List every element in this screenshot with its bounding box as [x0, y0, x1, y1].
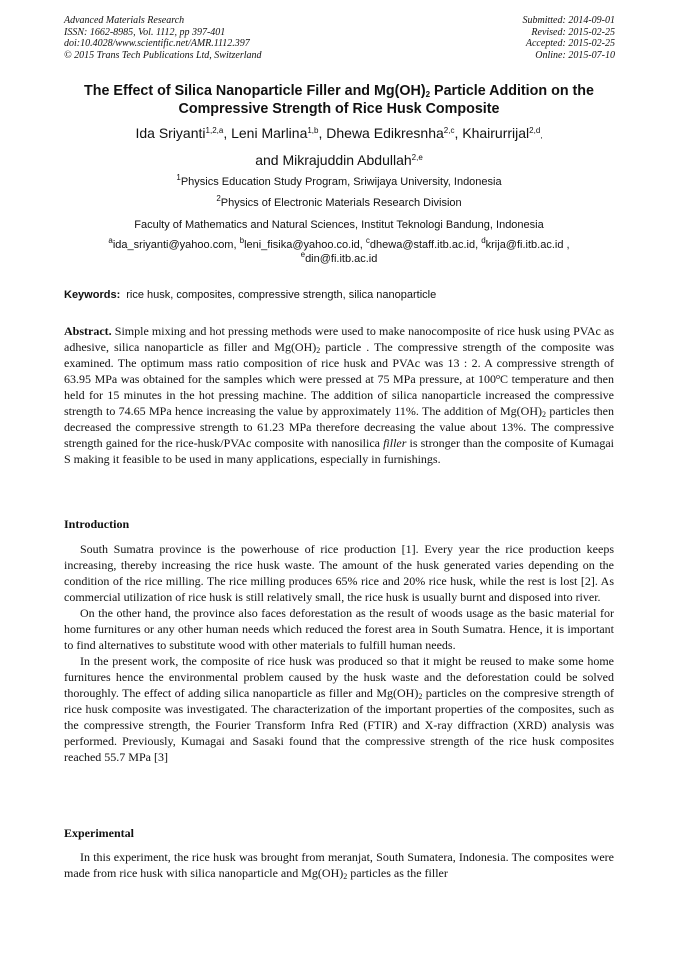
affiliation-3: Faculty of Mathematics and Natural Sciences, Institut Teknologi Bandung, Indonesia	[134, 219, 544, 231]
introduction-body	[64, 541, 614, 765]
email[interactable]: $^a$ida_sriyanti@yahoo.com	[108, 236, 234, 251]
author: Ida Sriyanti$^{1,2,a}$,	[135, 125, 232, 141]
email[interactable]: $^d$krija@fi.itb.ac.id	[481, 236, 564, 251]
author-list	[30, 121, 648, 173]
paragraph: South Sumatra province is the powerhouse of rice production [1]. Every year the rice production keeps increasing, thereby increasing the rice husk waste. The amount of the husk generated varies depending on the condition of the rice milling. The rice milling produces 65% rice and 20% rice husk, while the rest is lost [2]. As commercial utilization of rice husk is still relatively small, the rice husk is usually burnt and disposed into river.	[64, 542, 614, 604]
abstract: Abstract. Simple mixing and hot pressing methods were used to make nanocomposite of rice husk using PVAc as adhesive, silica nanoparticle as filler and $Mg(OH)_2$ particle . The compressive strength of the composite was examined. The optimum mass ratio composition of rice husk and PVAc was 13 : 2. A compressive strength of 63.95 MPa was obtained for the samples which were pressed at 75 MPa pressure, at 100$^o$C temperature and then held for 15 minutes in the hot pressing machine. The addition of silica nanoparticle increased the compressive strength to 74.65 MPa hence increasing the value by approximately 11%. The addition of $Mg(OH)_2$ particles then decreased the compressive strength to 61.23 MPa therefore decreasing the value about 13%. The compressive strength gained for the rice-husk/PVAc composite with nanosilica filler is stronger than the composite of Kumagai S making it feasible to be used in many applications, especially in furnishings.	[64, 324, 615, 466]
email[interactable]: $^e$din@fi.itb.ac.id	[300, 250, 378, 265]
paragraph: In this experiment, the rice husk was brought from meranjat, South Sumatera, Indonesia. The composites were made from rice husk with silica nanoparticle and $Mg(OH)_2$ particles as the filler	[64, 850, 614, 881]
journal-name: Advanced Materials Research	[64, 15, 185, 26]
paper-title: The Effect of Silica Nanoparticle Filler and $Mg(OH)_2$ Particle Addition on the Compressive Strength of Rice Husk Composite	[84, 83, 594, 117]
paragraph: On the other hand, the province also faces deforestation as the result of woods usage as the basic material for home furnitures or any other human needs which reduced the forest area in South Sumatra. Hence, it is important to find alternatives to substitute wood with other materials to fulfill human needs.	[64, 606, 614, 652]
keywords-text: rice husk, composites, compressive strength, silica nanoparticle	[126, 289, 437, 301]
date-submitted: Submitted: 2014-09-01	[522, 15, 615, 26]
author: Khairurrijal$^{2,d}$,	[462, 125, 543, 141]
abstract-label: Abstract.	[64, 324, 112, 338]
journal-doi: doi:10.4028/www.scientific.net/AMR.1112.397	[64, 38, 250, 50]
email[interactable]: $^c$dhewa@staff.itb.ac.id	[365, 236, 476, 251]
journal-header-left	[64, 15, 262, 61]
experimental-body	[64, 849, 614, 881]
journal-copyright: © 2015 Trans Tech Publications Ltd, Switzerland	[64, 49, 262, 61]
affiliation-1: $^1$Physics Education Study Program, Sriwijaya University, Indonesia	[176, 173, 502, 188]
date-revised: Revised: 2015-02-25	[531, 26, 615, 38]
keywords	[64, 289, 436, 301]
section-heading-experimental: Experimental	[64, 826, 134, 840]
date-online: Online: 2015-07-10	[535, 49, 615, 61]
author: and Mikrajuddin Abdullah$^{2,e}$	[255, 152, 423, 168]
email[interactable]: $^b$leni_fisika@yahoo.co.id	[239, 236, 360, 251]
email-list: $^a$ida_sriyanti@yahoo.com, $^b$leni_fisika@yahoo.co.id, $^c$dhewa@staff.itb.ac.id, $^d$krija@fi.itb.ac.id , $^e$din@fi.itb.ac.id	[108, 236, 570, 265]
affiliation-2: $^2$Physics of Electronic Materials Research Division	[216, 194, 462, 209]
date-accepted: Accepted: 2015-02-25	[525, 38, 615, 50]
author: Dhewa Edikresnha$^{2,c}$,	[326, 125, 463, 141]
journal-issn: ISSN: 1662-8985, Vol. 1112, pp 397-401	[64, 26, 226, 38]
paragraph: In the present work, the composite of rice husk was produced so that it might be reused to make some home furnitures hence the environmental problem caused by the husk waste and the deforestation could be solved thoroughly. The effect of adding silica nanoparticle as filler and $Mg(OH)_2$ particles on the compresive strength of rice husk composite was investigated. The characterization of the important properties of the composites, such as the compressive strength, the Fourier Transform Infra Red (FTIR) and X-ray diffraction (XRD) analysis was performed. Previously, Kumagai and Sasaki found that the compressive strength of the rice husk composites reached 55.7 MPa [3]	[64, 654, 614, 764]
author: Leni Marlina$^{1,b}$,	[231, 125, 327, 141]
keywords-label: Keywords:	[64, 289, 121, 301]
journal-header-right	[523, 15, 616, 61]
section-heading-introduction: Introduction	[64, 517, 130, 531]
